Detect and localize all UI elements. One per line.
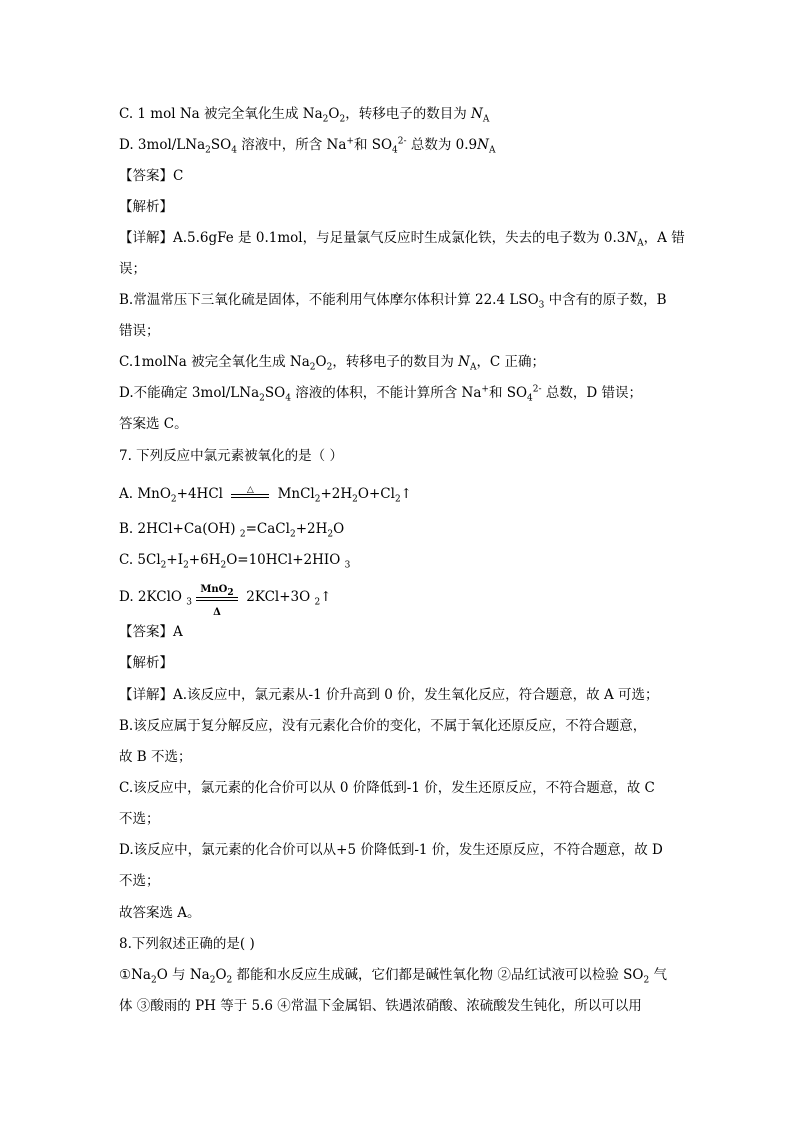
q7-answer: 【答案】A — [119, 624, 183, 640]
q6-option-c: C. 1 mol Na 被完全氧化生成 $Na_2O_2$，转移电子的数目为 $N_A$ — [119, 106, 490, 125]
q6-analysis-heading: 【解析】 — [119, 199, 173, 215]
q6-detail-d: D.不能确定 $3mol/LNa_2SO_4$ 溶液的体积，不能计算所含 Na+和 $SO_4^{2-}$ 总数，D 错误； — [119, 384, 642, 404]
q7-option-c: C. $5Cl_2+I_2+6H_2O=10HCl+2HIO$ $_3$ — [119, 552, 351, 571]
q7-option-d: D. 2KClO $_3$ MnO$_2$ Δ 2KCl+3O $_2$↑ — [119, 583, 332, 618]
q6-option-d: D. $3mol/LNa_2SO_4$ 溶液中，所含 Na+和 $SO_4^{2-}$ 总数为 $0.9N_A$ — [119, 136, 496, 156]
q7-analysis-heading: 【解析】 — [119, 655, 173, 671]
q6-detail-b-cont: 错误； — [119, 323, 160, 339]
q7-detail-c: C.该反应中，氯元素的化合价可以从 0 价降低到-1 价，发生还原反应，不符合题意，故 C — [119, 780, 655, 796]
q7-detail-c-cont: 不选； — [119, 811, 160, 827]
q7-detail-b-cont: 故 B 不选； — [119, 749, 192, 765]
q7-detail-d-cont: 不选； — [119, 873, 160, 889]
q7-conclusion: 故答案选 A。 — [119, 905, 201, 921]
q6-detail-c: C.1molNa 被完全氧化生成 $Na_2O_2$，转移电子的数目为 $N_A$，C 正确； — [119, 354, 546, 373]
q8-stem: 8.下列叙述正确的是( ) — [119, 936, 255, 952]
q6-detail-b: B.常温常压下三氧化硫是固体，不能利用气体摩尔体积计算 22.4 $LSO_3$ 中含有的原子数，B — [119, 292, 667, 311]
q7-stem: 7. 下列反应中氯元素被氧化的是（ ） — [119, 448, 343, 464]
q6-conclusion: 答案选 C。 — [119, 416, 188, 432]
q6-answer: 【答案】C — [119, 168, 184, 184]
q7-detail-b: B.该反应属于复分解反应，没有元素化合价的变化，不属于氧化还原反应，不符合题意， — [119, 718, 647, 734]
q7-option-a: A. MnO$_2$+4HCl △ $MnCl_2+2H_2O+Cl_2↑$ — [119, 484, 412, 505]
catalyst-equals-sign: MnO$_2$ Δ — [194, 591, 240, 605]
q7-detail-d: D.该反应中，氯元素的化合价可以从+5 价降低到-1 价，发生还原反应，不符合题意，故 D — [119, 842, 663, 858]
q7-detail-a: 【详解】A.该反应中，氯元素从-1 价升高到 0 价，发生氧化反应，符合题意，故 A 可选； — [119, 687, 659, 703]
q7-option-b: B. 2HCl+Ca(OH) $_2=CaCl_2+2H_2O$ — [119, 521, 345, 540]
q8-statements-line1: $①Na_2O$ 与 $Na_2O_2$ 都能和水反应生成碱，它们都是碱性氧化物 ②品红试液可以检验 $SO_2$ 气 — [119, 967, 667, 986]
q6-detail-a: 【详解】A.5.6gFe 是 0.1mol，与足量氯气反应时生成氯化铁，失去的电子数为 $0.3N_A$，A 错 — [119, 230, 685, 249]
heat-equals-sign: △ — [229, 488, 271, 502]
q8-statements-line2: 体 ③酸雨的 PH 等于 5.6 ④常温下金属铝、铁遇浓硝酸、浓硫酸发生钝化，所以可以用 — [119, 998, 642, 1014]
q6-detail-a-cont: 误； — [119, 261, 146, 277]
